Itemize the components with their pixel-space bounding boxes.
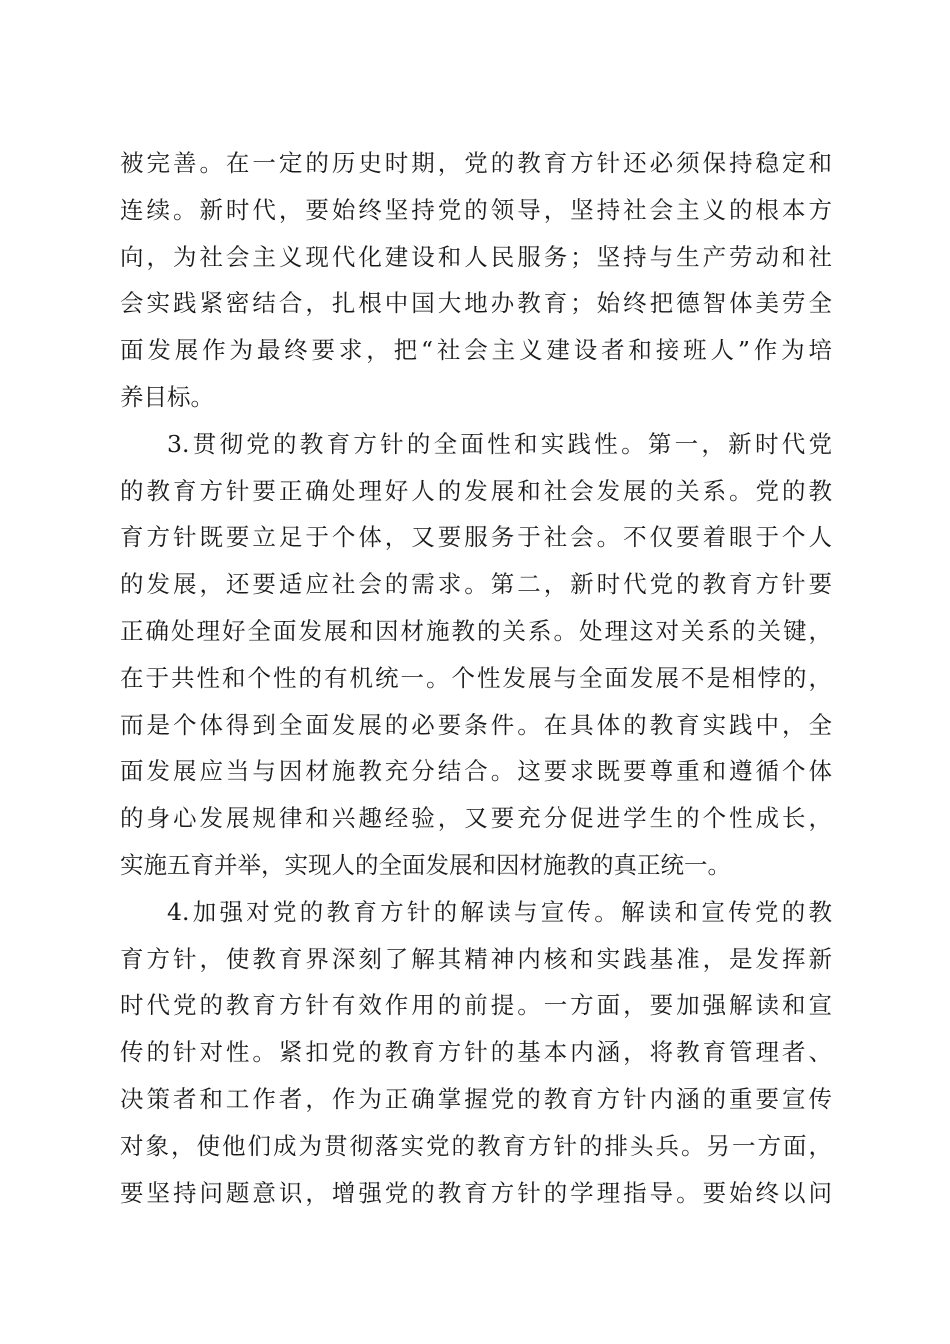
text-line: 时代党的教育方针有效作用的前提。一方面，要加强解读和宣 bbox=[120, 991, 832, 1020]
paragraph-4-heading-line: 4.加强对党的教育方针的解读与宣传。解读和宣传党的教 bbox=[167, 897, 832, 926]
text-line: 的发展，还要适应社会的需求。第二，新时代党的教育方针要 bbox=[120, 570, 832, 599]
text-line: 连续。新时代，要始终坚持党的领导，坚持社会主义的根本方 bbox=[120, 195, 832, 224]
text-line: 传的针对性。紧扣党的教育方针的基本内涵，将教育管理者、 bbox=[120, 1038, 832, 1067]
text-line: 面发展应当与因材施教充分结合。这要求既要尊重和遵循个体 bbox=[120, 757, 832, 786]
text-line: 在于共性和个性的有机统一。个性发展与全面发展不是相悖的， bbox=[120, 663, 832, 692]
text-line: 要坚持问题意识，增强党的教育方针的学理指导。要始终以问 bbox=[120, 1178, 832, 1207]
text-line: 正确处理好全面发展和因材施教的关系。处理这对关系的关键， bbox=[120, 616, 832, 645]
text-line: 养目标。 bbox=[120, 382, 214, 411]
text-line: 被完善。在一定的历史时期，党的教育方针还必须保持稳定和 bbox=[120, 149, 832, 177]
text-line: 实施五育并举，实现人的全面发展和因材施教的真正统一。 bbox=[120, 850, 731, 879]
text-line: 会实践紧密结合，扎根中国大地办教育；始终把德智体美劳全 bbox=[120, 289, 832, 318]
text-line: 的身心发展规律和兴趣经验，又要充分促进学生的个性成长， bbox=[120, 804, 832, 833]
text-line: 而是个体得到全面发展的必要条件。在具体的教育实践中，全 bbox=[120, 710, 832, 739]
text-line: 决策者和工作者，作为正确掌握党的教育方针内涵的重要宣传 bbox=[120, 1084, 832, 1113]
text-line: 的教育方针要正确处理好人的发展和社会发展的关系。党的教 bbox=[120, 476, 832, 505]
text-line: 育方针，使教育界深刻了解其精神内核和实践基准，是发挥新 bbox=[120, 944, 832, 973]
paragraph-3-heading-line: 3.贯彻党的教育方针的全面性和实践性。第一，新时代党 bbox=[167, 429, 832, 458]
text-line: 向，为社会主义现代化建设和人民服务；坚持与生产劳动和社 bbox=[120, 242, 832, 271]
text-line: 对象，使他们成为贯彻落实党的教育方针的排头兵。另一方面， bbox=[120, 1131, 832, 1160]
body-text bbox=[120, 140, 832, 1216]
text-line: 育方针既要立足于个体，又要服务于社会。不仅要着眼于个人 bbox=[120, 523, 832, 552]
text-line: 面发展作为最终要求，把“社会主义建设者和接班人”作为培 bbox=[120, 336, 832, 365]
